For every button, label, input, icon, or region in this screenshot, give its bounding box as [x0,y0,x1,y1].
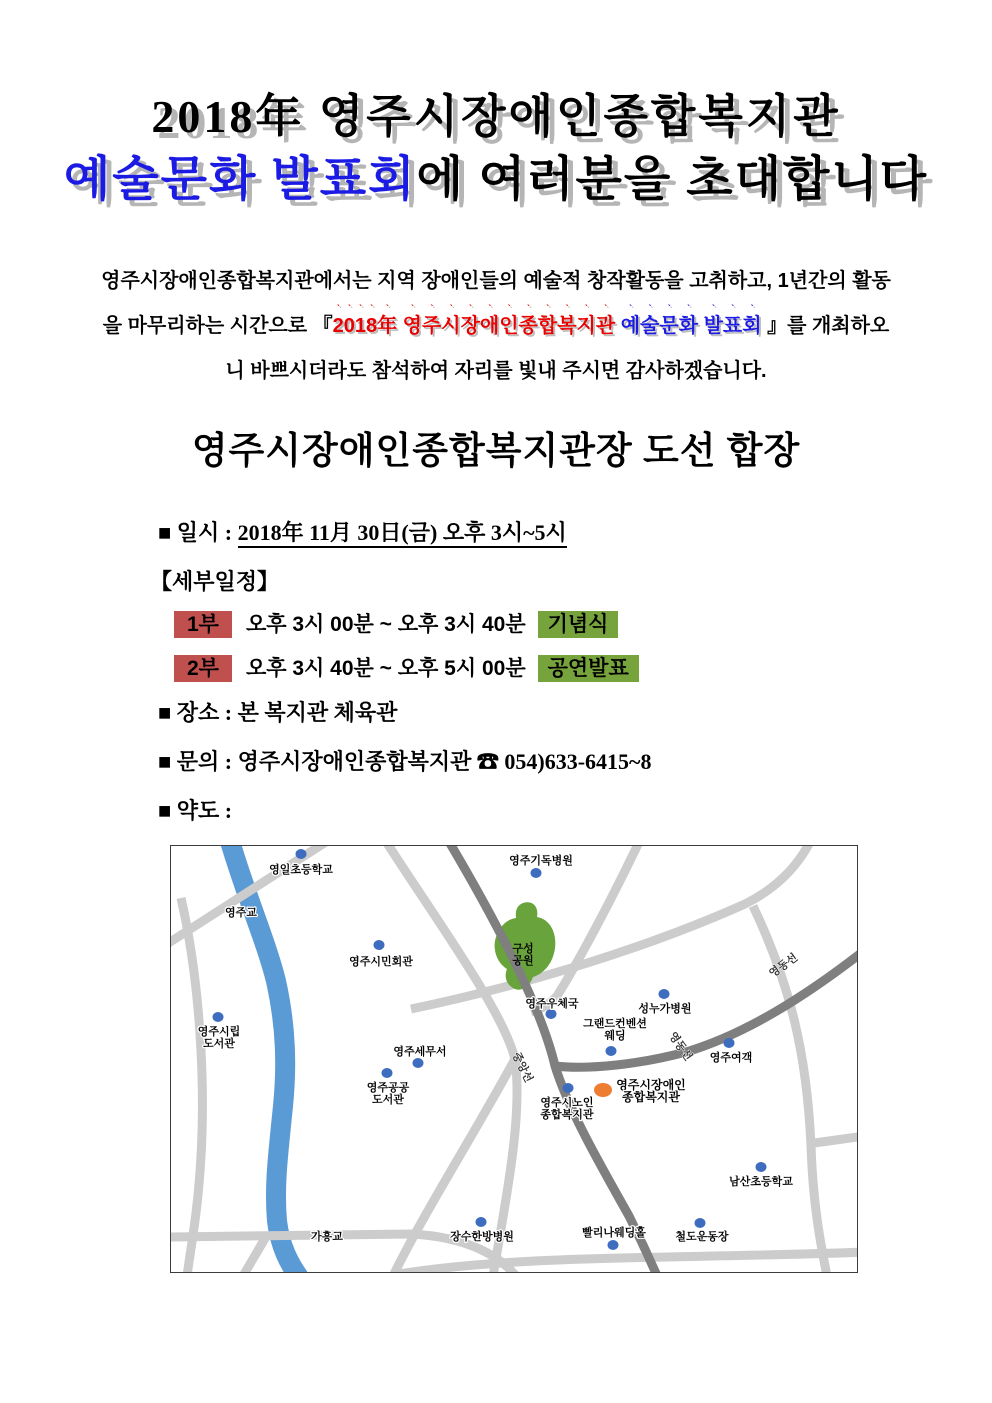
map-marker-dot [296,849,307,859]
map-label: 중앙선 [509,1050,535,1085]
part1-badge: 1부 [174,611,232,638]
part1-event-badge: 기념식 [538,611,619,638]
part1-time: 오후 3시 00분 ~ 오후 3시 40분 [245,612,526,636]
map-label: 영주시립 도서관 [197,1025,241,1050]
location-map [170,845,858,1273]
map-railway [555,950,857,1067]
place-label: ■ 장소 : [158,699,238,725]
map-label: 영주교 [225,906,257,919]
map-label: 성누가병원 [638,1002,692,1015]
map-marker-dot [531,868,542,878]
map-road [385,846,517,1272]
map-label: 구성 공원 [512,942,534,967]
map-label: 철도운동장 [675,1230,729,1243]
schedule-header: 【세부일정】 [150,568,280,594]
place-row [158,696,992,727]
intro-emphasis-blue: 예술문화 발표회 [615,314,768,337]
map-label: 장수한방병원 [450,1230,514,1243]
map-label: 남산초등학교 [729,1175,793,1188]
intro-emphasis-red: 2018年 영주시장애인종합복지관 [332,314,616,337]
map-marker-dot [724,1038,735,1048]
map-road [399,1252,857,1272]
map-road [243,1235,267,1272]
map-marker-dot [476,1217,487,1227]
date-row [158,516,992,547]
date-value: 2018年 11月 30日(금) 오후 3시~5시 [238,520,567,548]
map-road [181,898,202,1272]
map-railway [448,846,658,1272]
map-marker-dot [563,1083,574,1093]
schedule-row-1 [174,608,992,638]
map-label: 영주시장애인 종합복지관 [616,1077,686,1104]
date-label: ■ 일시 : [158,519,238,545]
map-label: 영주공공 도서관 [366,1081,410,1106]
map-label: 영동선 [666,1029,695,1063]
map-marker-dot [756,1162,767,1172]
intro-bracket-close: 』 [767,314,788,337]
map-svg [171,846,857,1272]
map-label: 영주시민회관 [349,955,413,968]
document-title [0,86,992,213]
map-label: 영주기독병원 [509,854,573,867]
map-marker-dot [606,1046,617,1056]
schedule-row-2 [174,652,992,682]
intro-paragraph [96,259,896,394]
map-label: 빨리나웨딩홀 [582,1226,646,1239]
map-label: 영일초등학교 [269,863,333,876]
part2-time: 오후 3시 40분 ~ 오후 5시 00분 [245,656,526,680]
place-value: 본 복지관 체육관 [237,699,398,725]
map-label: 영주우체국 [525,997,579,1010]
title-line2-rest: 에 여러분을 초대합니다 [416,153,929,207]
map-row-label: ■ 약도 : [158,797,233,823]
event-details [150,516,992,825]
contact-label: ■ 문의 : [158,748,238,774]
map-label: 영동선 [767,951,801,980]
map-marker-dot [382,1068,393,1078]
map-label: 그랜드컨벤션 웨딩 [583,1017,647,1042]
title-line2-highlight: 예술문화 발표회 [63,153,417,207]
map-marker-dot [374,940,385,950]
contact-row [158,745,992,776]
part2-badge: 2부 [174,655,232,682]
map-marker-dot [695,1218,706,1228]
intro-bracket-open: 『 [312,314,333,337]
map-label: 영주여객 [709,1051,753,1064]
map-marker-dot [213,1012,224,1022]
intro-part2: 를 개최하오니 바쁘시더라도 참석하여 자리를 빛내 주시면 감사하겠습니다. [225,314,890,382]
map-road [411,846,811,1009]
intro-part1: 영주시장애인종합복지관에서는 지역 장애인들의 예술적 창작활동을 고취하고, 1년간의 활동을 마무리하는 시간으로 [101,269,891,337]
title-line2 [0,148,992,213]
map-label: 영주세무서 [393,1045,447,1058]
map-marker-dot [546,1009,557,1019]
map-marker-dot [608,1240,619,1250]
destination-marker [594,1083,612,1097]
map-label: 영주시노인 종합복지관 [540,1096,594,1121]
part2-event-badge: 공연발표 [538,655,639,682]
map-label: 가흥교 [311,1230,343,1243]
signature-line: 영주시장애인종합복지관장 도선 합장 [191,430,801,472]
title-line1: 2018年 영주시장애인종합복지관 [151,91,841,142]
map-marker-dot [659,989,670,999]
map-marker-dot [413,1058,424,1068]
contact-value: 영주시장애인종합복지관 ☎ 054)633-6415~8 [237,748,652,774]
